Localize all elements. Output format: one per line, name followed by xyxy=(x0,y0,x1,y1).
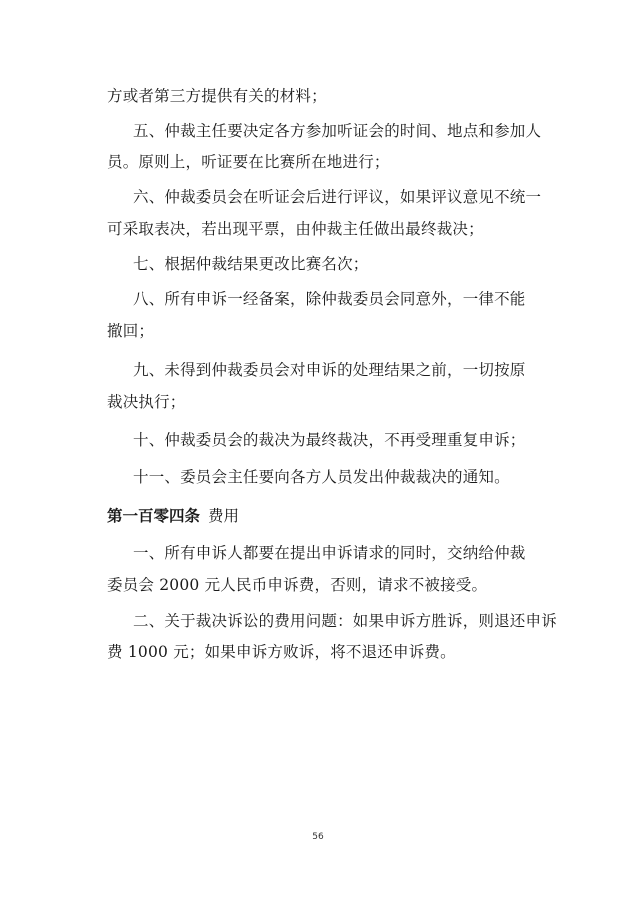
text-line-11: 十、仲裁委员会的裁决为最终裁决，不再受理重复申诉； xyxy=(133,431,526,449)
text-line-4: 六、仲裁委员会在听证会后进行评议，如果评议意见不统一 xyxy=(133,188,542,206)
article-number: 第一百零四条 xyxy=(107,507,201,525)
article-line-4: 费 1000 元；如果申诉方败诉，将不退还申诉费。 xyxy=(107,643,456,661)
text-line-1: 方或者第三方提供有关的材料； xyxy=(107,87,327,105)
text-line-5: 可采取表决，若出现平票，由仲裁主任做出最终裁决； xyxy=(107,220,484,238)
text-line-3: 员。原则上，听证要在比赛所在地进行； xyxy=(107,153,390,171)
page-number: 56 xyxy=(312,832,324,842)
article-title: 费用 xyxy=(208,507,240,525)
text-line-9: 九、未得到仲裁委员会对申诉的处理结果之前，一切按原 xyxy=(133,361,526,379)
text-line-12: 十一、委员会主任要向各方人员发出仲裁裁决的通知。 xyxy=(133,468,510,486)
text-line-2: 五、仲裁主任要决定各方参加听证会的时间、地点和参加人 xyxy=(133,122,542,140)
text-line-8: 撤回； xyxy=(107,322,155,340)
article-line-2: 委员会 2000 元人民币申诉费，否则，请求不被接受。 xyxy=(107,576,488,594)
article-line-3: 二、关于裁决诉讼的费用问题：如果申诉方胜诉，则退还申诉 xyxy=(133,612,557,630)
article-heading xyxy=(107,506,239,526)
article-line-1: 一、所有申诉人都要在提出申诉请求的同时，交纳给仲裁 xyxy=(133,544,526,562)
text-line-6: 七、根据仲裁结果更改比赛名次； xyxy=(133,255,369,273)
text-line-7: 八、所有申诉一经备案，除仲裁委员会同意外，一律不能 xyxy=(133,290,526,308)
text-line-10: 裁决执行； xyxy=(107,393,186,411)
